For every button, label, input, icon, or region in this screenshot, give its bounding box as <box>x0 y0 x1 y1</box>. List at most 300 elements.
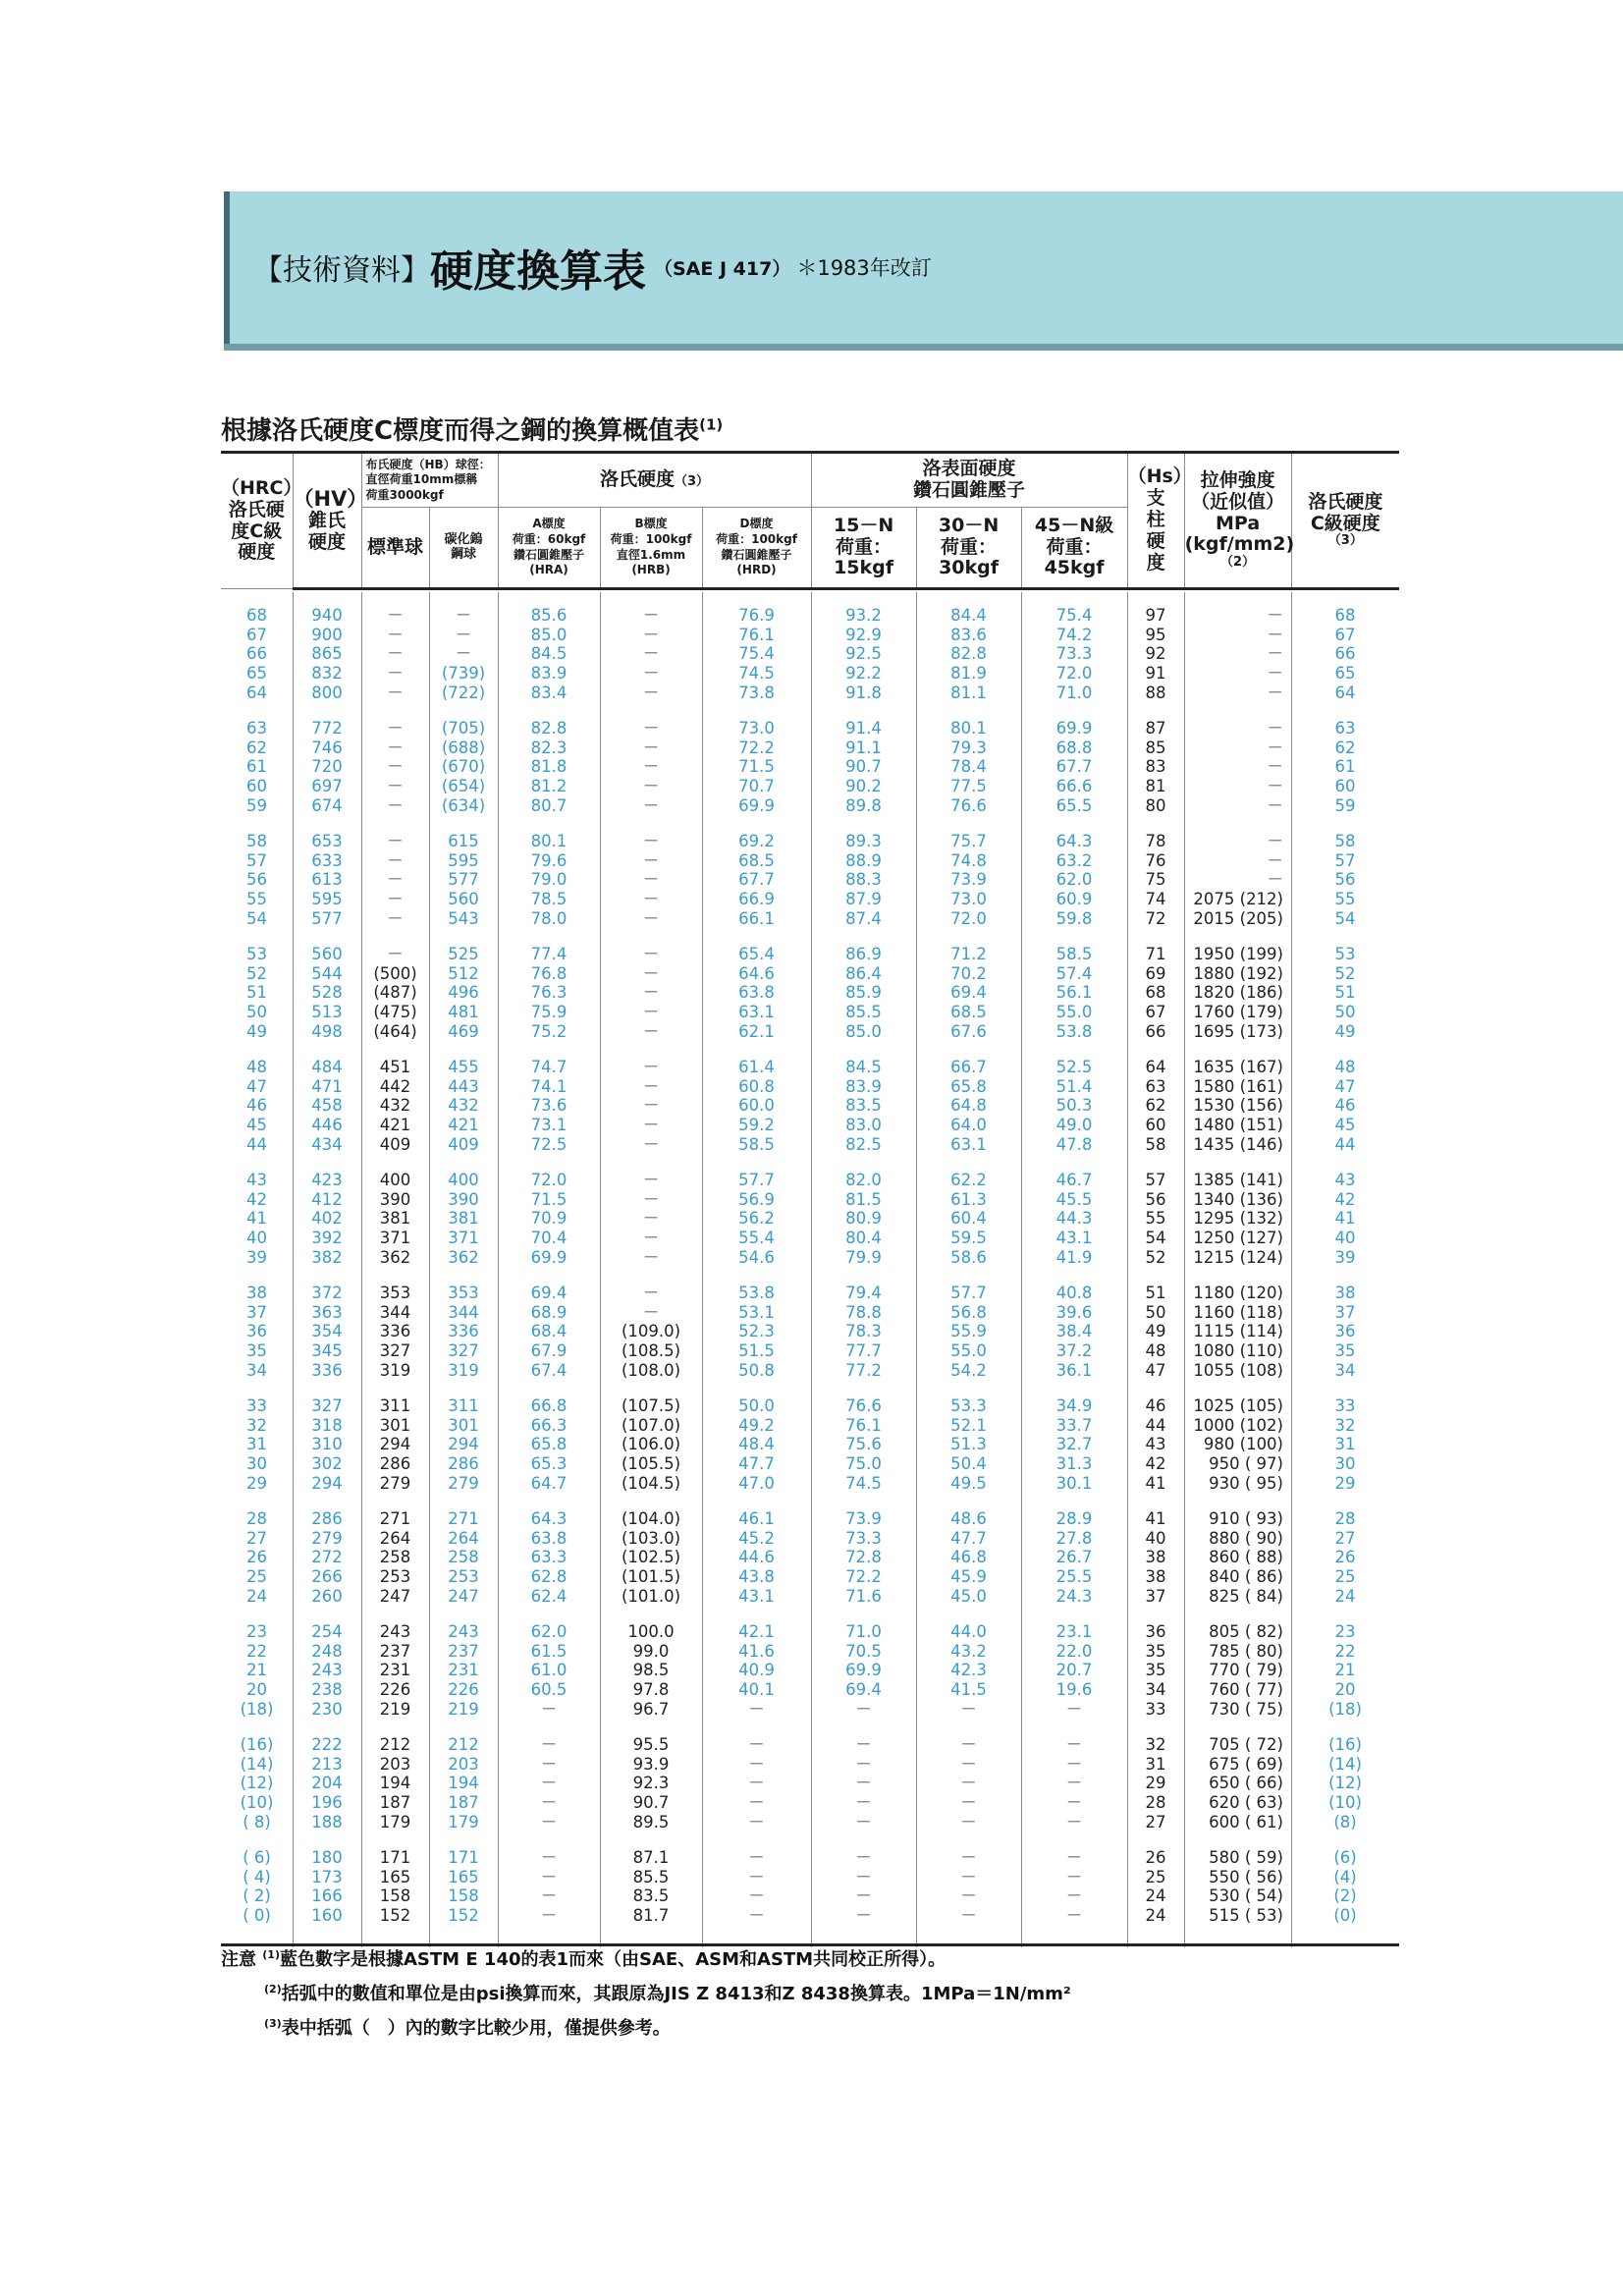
cell-n45: 37.2 <box>1055 1341 1093 1361</box>
cell-hrb: － <box>642 1229 660 1248</box>
cell-n30: 44.0 <box>950 1622 987 1641</box>
cell-tensile: 675 ( 69) <box>1209 1754 1283 1774</box>
cell-n30: 45.0 <box>950 1586 987 1606</box>
cell-hb-std: (475) <box>373 1003 417 1022</box>
cell-hb-carbide: 512 <box>448 963 479 983</box>
cell-hb-std: 390 <box>379 1189 411 1209</box>
cell-hrd: 76.9 <box>738 606 775 625</box>
table-row <box>221 1642 1399 1662</box>
cell-hb-carbide: 212 <box>448 1735 479 1754</box>
cell-hrc: 59 <box>246 795 267 815</box>
cell-hra: 82.8 <box>530 719 568 738</box>
cell-hrb: 96.7 <box>632 1699 670 1719</box>
cell-hra: 67.9 <box>530 1341 568 1361</box>
cell-hrc: 34 <box>246 1360 267 1380</box>
cell-hra: 63.8 <box>530 1528 568 1548</box>
cell-hrb: 83.5 <box>632 1886 670 1906</box>
cell-hrb: － <box>642 850 660 870</box>
table-row <box>221 757 1399 777</box>
table-row <box>221 738 1399 758</box>
cell-hb-std: － <box>387 832 404 850</box>
cell-hb-carbide: 543 <box>448 908 479 928</box>
cell-hrd: 53.1 <box>738 1302 775 1322</box>
cell-hb-std: － <box>387 908 404 928</box>
cell-hrc: (10) <box>240 1793 274 1813</box>
cell-n45: － <box>1065 1735 1083 1754</box>
cell-hrc: ( 0) <box>243 1906 271 1926</box>
cell-n30: 67.6 <box>950 1021 987 1041</box>
cell-n30: 55.9 <box>950 1322 987 1341</box>
cell-hv: 222 <box>311 1735 343 1754</box>
cell-hrc-right: 25 <box>1334 1567 1356 1587</box>
cell-n15: 77.2 <box>845 1360 882 1380</box>
cell-hv: 900 <box>311 625 343 644</box>
cell-hrd: － <box>748 1886 765 1906</box>
cell-hrb: 98.5 <box>632 1661 670 1680</box>
table-row <box>221 1303 1399 1323</box>
table-row <box>221 1248 1399 1268</box>
cell-hrc: 52 <box>246 963 267 983</box>
cell-hs: 68 <box>1145 983 1166 1003</box>
cell-hb-carbide: 243 <box>448 1622 479 1641</box>
cell-hrd: 64.6 <box>738 963 775 983</box>
cell-hb-std: 353 <box>379 1284 411 1302</box>
cell-n15: 69.9 <box>845 1661 882 1680</box>
cell-hs: 24 <box>1145 1886 1166 1906</box>
cell-hra: － <box>540 1754 558 1774</box>
cell-hrc-right: (6) <box>1333 1848 1357 1867</box>
cell-n15: 77.7 <box>845 1341 882 1361</box>
cell-n45: 57.4 <box>1055 963 1093 983</box>
cell-n30: 84.4 <box>950 606 987 625</box>
row-group <box>221 1609 1399 1722</box>
cell-tensile: － <box>1267 606 1283 625</box>
cell-n30: － <box>960 1886 977 1906</box>
cell-hb-std: 231 <box>379 1661 411 1680</box>
cell-hb-carbide: (722) <box>441 683 486 702</box>
cell-hra: 72.5 <box>530 1134 568 1154</box>
cell-hrc: 32 <box>246 1415 267 1435</box>
cell-hs: 25 <box>1145 1867 1166 1886</box>
cell-hv: 302 <box>311 1454 343 1474</box>
cell-hv: 697 <box>311 777 343 796</box>
cell-hrc: 38 <box>246 1284 267 1302</box>
cell-tensile: － <box>1267 870 1283 890</box>
table-row <box>221 1774 1399 1793</box>
cell-hrb: － <box>642 795 660 815</box>
cell-n45: 34.9 <box>1055 1396 1093 1415</box>
cell-hrc: 56 <box>246 870 267 890</box>
cell-hb-carbide: 443 <box>448 1076 479 1096</box>
cell-tensile: 805 ( 82) <box>1209 1622 1283 1641</box>
cell-n15: 85.0 <box>845 1021 882 1041</box>
row-group <box>221 705 1399 818</box>
cell-n15: － <box>855 1793 872 1813</box>
cell-hrd: 75.4 <box>738 644 775 664</box>
table-row <box>221 1735 1399 1755</box>
cell-hrb: 100.0 <box>627 1622 675 1641</box>
cell-n45: 52.5 <box>1055 1058 1093 1076</box>
table-row <box>221 909 1399 929</box>
cell-hra: 64.3 <box>530 1509 568 1528</box>
cell-hb-carbide: － <box>455 644 472 664</box>
cell-hrc-right: 49 <box>1334 1021 1356 1041</box>
cell-hra: 74.7 <box>530 1058 568 1076</box>
header-hra: A標度 荷重：60kgf 鑽石圓錐壓子 (HRA) <box>498 508 600 589</box>
table-row <box>221 1284 1399 1303</box>
cell-n45: 44.3 <box>1055 1209 1093 1229</box>
table-row <box>221 1171 1399 1190</box>
title-revision: ＊1983年改訂 <box>796 256 932 280</box>
cell-hrb: － <box>642 1189 660 1209</box>
cell-hra: 70.9 <box>530 1209 568 1229</box>
cell-hrc: 25 <box>246 1567 267 1587</box>
cell-n45: 20.7 <box>1055 1661 1093 1680</box>
cell-hv: 166 <box>311 1886 343 1906</box>
cell-tensile: 1180 (120) <box>1193 1284 1283 1302</box>
cell-hrd: 56.2 <box>738 1209 775 1229</box>
cell-hb-carbide: 481 <box>448 1003 479 1022</box>
cell-hrc-right: 27 <box>1334 1528 1356 1548</box>
cell-hrc-right: 60 <box>1334 777 1356 796</box>
cell-hrd: 48.4 <box>738 1435 775 1454</box>
cell-n15: － <box>855 1735 872 1754</box>
cell-n30: 83.6 <box>950 625 987 644</box>
cell-hrc-right: (2) <box>1333 1886 1357 1906</box>
cell-tensile: 770 ( 79) <box>1209 1661 1283 1680</box>
row-group <box>221 1496 1399 1609</box>
cell-hrd: 40.1 <box>738 1680 775 1700</box>
cell-hv: 160 <box>311 1906 343 1926</box>
header-tensile: 拉伸強度 （近似值） MPa (kgf/mm2) （2） <box>1184 453 1291 589</box>
cell-hb-std: 286 <box>379 1454 411 1474</box>
cell-hs: 37 <box>1145 1586 1166 1606</box>
cell-hrb: － <box>642 664 660 683</box>
cell-tensile: 1055 (108) <box>1193 1360 1283 1380</box>
cell-tensile: 1250 (127) <box>1193 1229 1283 1248</box>
cell-hv: 254 <box>311 1622 343 1641</box>
cell-hrd: － <box>748 1848 765 1867</box>
cell-n15: 85.9 <box>845 983 882 1003</box>
cell-hrc: 51 <box>246 983 267 1003</box>
table-row <box>221 1435 1399 1454</box>
header-45n: 45－N級 荷重：45kgf <box>1021 508 1127 589</box>
cell-hb-carbide: 279 <box>448 1473 479 1493</box>
cell-hrd: 73.8 <box>738 683 775 702</box>
cell-hrc-right: (4) <box>1333 1867 1357 1886</box>
table-row <box>221 1209 1399 1229</box>
cell-hs: 33 <box>1145 1699 1166 1719</box>
cell-hrc: 37 <box>246 1302 267 1322</box>
cell-n30: 54.2 <box>950 1360 987 1380</box>
cell-hv: 213 <box>311 1754 343 1774</box>
cell-hrc-right: 53 <box>1334 945 1356 963</box>
cell-tensile: 1480 (151) <box>1193 1116 1283 1135</box>
cell-n30: 73.0 <box>950 890 987 909</box>
row-group <box>221 1270 1399 1383</box>
cell-n15: 83.9 <box>845 1076 882 1096</box>
header-hs: （Hs） 支 柱 硬 度 <box>1127 453 1184 589</box>
cell-hrc-right: 50 <box>1334 1003 1356 1022</box>
cell-hb-std: 442 <box>379 1076 411 1096</box>
cell-hv: 577 <box>311 908 343 928</box>
cell-hrc-right: 62 <box>1334 738 1356 757</box>
cell-tensile: 1295 (132) <box>1193 1209 1283 1229</box>
cell-n45: 62.0 <box>1055 870 1093 890</box>
cell-hra: 83.4 <box>530 683 568 702</box>
cell-hv: 248 <box>311 1641 343 1661</box>
cell-hrb: － <box>642 738 660 757</box>
cell-n15: 75.0 <box>845 1454 882 1474</box>
cell-hb-carbide: 400 <box>448 1171 479 1189</box>
cell-hb-carbide: － <box>455 606 472 625</box>
cell-hs: 56 <box>1145 1189 1166 1209</box>
cell-hrb: 93.9 <box>632 1754 670 1774</box>
cell-hv: 272 <box>311 1548 343 1567</box>
cell-hb-carbide: 327 <box>448 1341 479 1361</box>
cell-hs: 66 <box>1145 1021 1166 1041</box>
cell-hrd: 50.8 <box>738 1360 775 1380</box>
cell-n15: 80.4 <box>845 1229 882 1248</box>
cell-n45: 39.6 <box>1055 1302 1093 1322</box>
cell-hrb: (107.0) <box>621 1415 681 1435</box>
cell-hrc-right: 59 <box>1334 795 1356 815</box>
table-row <box>221 1474 1399 1494</box>
cell-hra: 71.5 <box>530 1189 568 1209</box>
cell-n30: － <box>960 1848 977 1867</box>
cell-hra: 61.0 <box>530 1661 568 1680</box>
cell-hs: 43 <box>1145 1435 1166 1454</box>
cell-hrc: ( 8) <box>243 1812 271 1831</box>
cell-hb-std: － <box>387 664 404 683</box>
cell-hb-carbide: 253 <box>448 1567 479 1587</box>
cell-hrc: ( 2) <box>243 1886 271 1906</box>
cell-n45: － <box>1065 1774 1083 1793</box>
cell-tensile: 950 ( 97) <box>1209 1454 1283 1474</box>
cell-n30: 59.5 <box>950 1229 987 1248</box>
cell-n30: 78.4 <box>950 757 987 777</box>
cell-hra: 83.9 <box>530 664 568 683</box>
cell-tensile: 910 ( 93) <box>1209 1509 1283 1528</box>
cell-hrc-right: 36 <box>1334 1322 1356 1341</box>
cell-hb-carbide: 525 <box>448 945 479 963</box>
cell-tensile: 1080 (110) <box>1193 1341 1283 1361</box>
cell-n30: 45.9 <box>950 1567 987 1587</box>
cell-hrc: 63 <box>246 719 267 738</box>
cell-hb-std: － <box>387 795 404 815</box>
cell-n30: 43.2 <box>950 1641 987 1661</box>
cell-hv: 832 <box>311 664 343 683</box>
cell-hra: 79.0 <box>530 870 568 890</box>
cell-tensile: 1385 (141) <box>1193 1171 1283 1189</box>
cell-n45: 71.0 <box>1055 683 1093 702</box>
cell-hb-std: 451 <box>379 1058 411 1076</box>
cell-hrc: 33 <box>246 1396 267 1415</box>
table-row <box>221 1886 1399 1906</box>
header-hrb: B標度 荷重：100kgf 直徑1.6mm (HRB) <box>600 508 702 589</box>
cell-hv: 434 <box>311 1134 343 1154</box>
cell-hrc: 67 <box>246 625 267 644</box>
cell-n45: 28.9 <box>1055 1509 1093 1528</box>
cell-hb-std: － <box>387 719 404 738</box>
cell-hb-carbide: 171 <box>448 1848 479 1867</box>
cell-tensile: － <box>1267 738 1283 757</box>
cell-hv: 560 <box>311 945 343 963</box>
table-row <box>221 1003 1399 1022</box>
cell-tensile: 620 ( 63) <box>1209 1793 1283 1813</box>
cell-n30: 79.3 <box>950 738 987 757</box>
cell-hra: 79.6 <box>530 850 568 870</box>
cell-hrb: － <box>642 1171 660 1189</box>
cell-hrd: 69.9 <box>738 795 775 815</box>
row-group <box>221 1383 1399 1496</box>
cell-tensile: 2015 (205) <box>1193 908 1283 928</box>
cell-n15: 86.4 <box>845 963 882 983</box>
cell-n45: 51.4 <box>1055 1076 1093 1096</box>
cell-n45: 40.8 <box>1055 1284 1093 1302</box>
cell-n30: － <box>960 1812 977 1831</box>
cell-n45: 36.1 <box>1055 1360 1093 1380</box>
cell-n30: 73.9 <box>950 870 987 890</box>
cell-hrc-right: (0) <box>1333 1906 1357 1926</box>
table-row <box>221 1341 1399 1361</box>
cell-hra: 62.0 <box>530 1622 568 1641</box>
cell-n15: － <box>855 1812 872 1831</box>
cell-hb-std: 362 <box>379 1247 411 1267</box>
cell-n30: 68.5 <box>950 1003 987 1022</box>
cell-hrb: － <box>642 963 660 983</box>
cell-hs: 64 <box>1145 1058 1166 1076</box>
table-row <box>221 606 1399 626</box>
cell-hs: 91 <box>1145 664 1166 683</box>
cell-hra: 76.3 <box>530 983 568 1003</box>
cell-hb-std: 311 <box>379 1396 411 1415</box>
row-group <box>221 931 1399 1044</box>
cell-hv: 372 <box>311 1284 343 1302</box>
cell-hrc-right: 51 <box>1334 983 1356 1003</box>
table-row <box>221 983 1399 1003</box>
table-row <box>221 1793 1399 1813</box>
cell-hrc-right: 37 <box>1334 1302 1356 1322</box>
cell-n30: 55.0 <box>950 1341 987 1361</box>
cell-hv: 266 <box>311 1567 343 1587</box>
cell-hs: 35 <box>1145 1641 1166 1661</box>
cell-hv: 720 <box>311 757 343 777</box>
cell-hs: 47 <box>1145 1360 1166 1380</box>
cell-n45: 66.6 <box>1055 777 1093 796</box>
cell-hb-std: 171 <box>379 1848 411 1867</box>
cell-n45: 22.0 <box>1055 1641 1093 1661</box>
cell-n15: 91.8 <box>845 683 882 702</box>
cell-hrc-right: 63 <box>1334 719 1356 738</box>
cell-n45: 75.4 <box>1055 606 1093 625</box>
cell-hrc: 54 <box>246 908 267 928</box>
cell-hv: 940 <box>311 606 343 625</box>
cell-hs: 41 <box>1145 1473 1166 1493</box>
cell-hb-std: 371 <box>379 1229 411 1248</box>
cell-hb-std: 179 <box>379 1812 411 1831</box>
cell-tensile: 840 ( 86) <box>1209 1567 1283 1587</box>
cell-hrc: 53 <box>246 945 267 963</box>
cell-tensile: 1215 (124) <box>1193 1247 1283 1267</box>
cell-hb-carbide: (739) <box>441 664 486 683</box>
table-row <box>221 1190 1399 1210</box>
cell-n15: － <box>855 1754 872 1774</box>
cell-n15: － <box>855 1848 872 1867</box>
cell-n15: 83.5 <box>845 1096 882 1116</box>
cell-hrd: 53.8 <box>738 1284 775 1302</box>
cell-hrc-right: 30 <box>1334 1454 1356 1474</box>
cell-hrc-right: 38 <box>1334 1284 1356 1302</box>
cell-n30: 74.8 <box>950 850 987 870</box>
cell-hrb: － <box>642 1302 660 1322</box>
table-row <box>221 1096 1399 1116</box>
cell-hb-std: (487) <box>373 983 417 1003</box>
cell-hrd: 76.1 <box>738 625 775 644</box>
cell-n15: 92.9 <box>845 625 882 644</box>
cell-hb-std: － <box>387 777 404 796</box>
cell-n45: － <box>1065 1699 1083 1719</box>
cell-hrc: 48 <box>246 1058 267 1076</box>
cell-n15: 78.3 <box>845 1322 882 1341</box>
cell-hrc-right: 24 <box>1334 1586 1356 1606</box>
cell-n45: 74.2 <box>1055 625 1093 644</box>
cell-hb-carbide: 237 <box>448 1641 479 1661</box>
cell-hb-carbide: 247 <box>448 1586 479 1606</box>
cell-hrc-right: 45 <box>1334 1116 1356 1135</box>
cell-hb-carbide: 264 <box>448 1528 479 1548</box>
cell-hs: 28 <box>1145 1793 1166 1813</box>
cell-hrc-right: 58 <box>1334 832 1356 850</box>
cell-hs: 83 <box>1145 757 1166 777</box>
cell-hv: 544 <box>311 963 343 983</box>
cell-hb-carbide: 353 <box>448 1284 479 1302</box>
cell-n30: 72.0 <box>950 908 987 928</box>
cell-hra: 69.4 <box>530 1284 568 1302</box>
cell-tensile: 860 ( 88) <box>1209 1548 1283 1567</box>
cell-hrb: (103.0) <box>621 1528 681 1548</box>
cell-hv: 865 <box>311 644 343 664</box>
cell-hrb: (107.5) <box>621 1396 681 1415</box>
cell-tensile: － <box>1267 777 1283 796</box>
cell-n30: 52.1 <box>950 1415 987 1435</box>
cell-hrd: 71.5 <box>738 757 775 777</box>
cell-hb-carbide: 615 <box>448 832 479 850</box>
cell-hb-carbide: (705) <box>441 719 486 738</box>
cell-hrc: 45 <box>246 1116 267 1135</box>
cell-tensile: 1950 (199) <box>1193 945 1283 963</box>
cell-n30: 64.0 <box>950 1116 987 1135</box>
cell-hs: 75 <box>1145 870 1166 890</box>
cell-hb-carbide: 595 <box>448 850 479 870</box>
cell-hrc: 60 <box>246 777 267 796</box>
cell-hrc: 65 <box>246 664 267 683</box>
header-hb-group: 布氏硬度（HB）球徑： 直徑荷重10mm標稱 荷重3000kgf <box>361 453 498 508</box>
cell-hra: 76.8 <box>530 963 568 983</box>
cell-hrd: 51.5 <box>738 1341 775 1361</box>
cell-hv: 392 <box>311 1229 343 1248</box>
header-15n: 15－N 荷重：15kgf <box>811 508 916 589</box>
cell-hra: 80.1 <box>530 832 568 850</box>
cell-hrb: (108.5) <box>621 1341 681 1361</box>
table-row <box>221 1022 1399 1042</box>
cell-hrc-right: 21 <box>1334 1661 1356 1680</box>
cell-hrd: 56.9 <box>738 1189 775 1209</box>
cell-hrb: (102.5) <box>621 1548 681 1567</box>
table-title: 根據洛氏硬度C標度而得之鋼的換算概值表$^{(1)}$ <box>221 415 724 446</box>
cell-hrd: 62.1 <box>738 1021 775 1041</box>
cell-hb-std: 294 <box>379 1435 411 1454</box>
